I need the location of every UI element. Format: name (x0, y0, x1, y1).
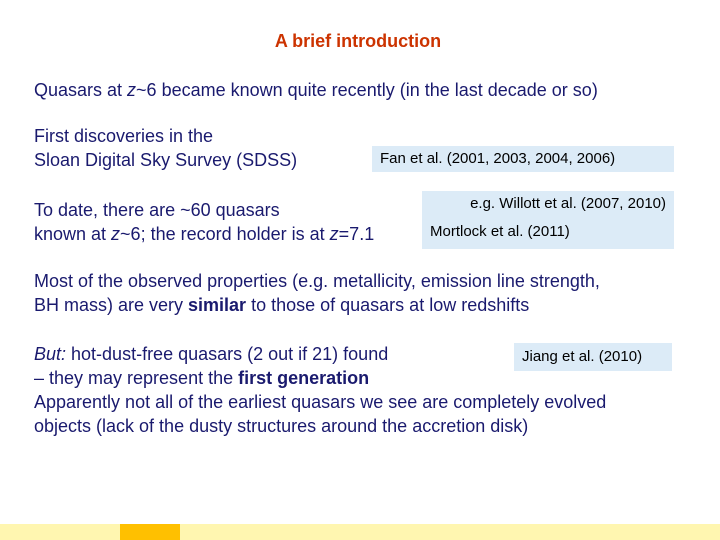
footer-bar (0, 524, 720, 540)
reference-box-willott-mortlock (422, 191, 674, 249)
properties-line-1: Most of the observed properties (e.g. metallicity, emission line strength, (34, 271, 600, 291)
count-paragraph (34, 198, 374, 246)
redshift-symbol: z (127, 80, 137, 100)
sdss-line-1: First discoveries in the (34, 126, 214, 146)
intro-text-after: ~6 became known quite recently (in the last decade or so) (136, 80, 598, 100)
hot-dust-line-3: Apparently not all of the earliest quasars we see are completely evolved (34, 392, 607, 412)
reference-jiang: Jiang et al. (2010) (514, 343, 672, 371)
properties-line-2: BH mass) are very similar to those of quasars at low redshifts (34, 295, 530, 315)
count-line-2: known at z~6; the record holder is at z=7.1 (34, 224, 375, 244)
intro-text-before: Quasars at (34, 80, 128, 100)
intro-paragraph (34, 78, 598, 102)
sdss-line-2: Sloan Digital Sky Survey (SDSS) (34, 150, 298, 170)
reference-fan: Fan et al. (2001, 2003, 2004, 2006) (372, 146, 674, 172)
footer-accent-block (120, 524, 180, 540)
reference-mortlock: Mortlock et al. (2011) (430, 223, 570, 240)
slide-title: A brief introduction (274, 31, 442, 51)
sdss-paragraph (34, 124, 297, 172)
hot-dust-line-4: objects (lack of the dusty structures around the accretion disk) (34, 416, 529, 436)
reference-willott: e.g. Willott et al. (2007, 2010) (470, 195, 666, 212)
hot-dust-line-1: But: hot-dust-free quasars (2 out if 21) found (34, 344, 389, 364)
properties-paragraph (34, 269, 600, 317)
count-line-1: To date, there are ~60 quasars (34, 200, 280, 220)
hot-dust-line-2: – they may represent the first generation (34, 368, 370, 388)
